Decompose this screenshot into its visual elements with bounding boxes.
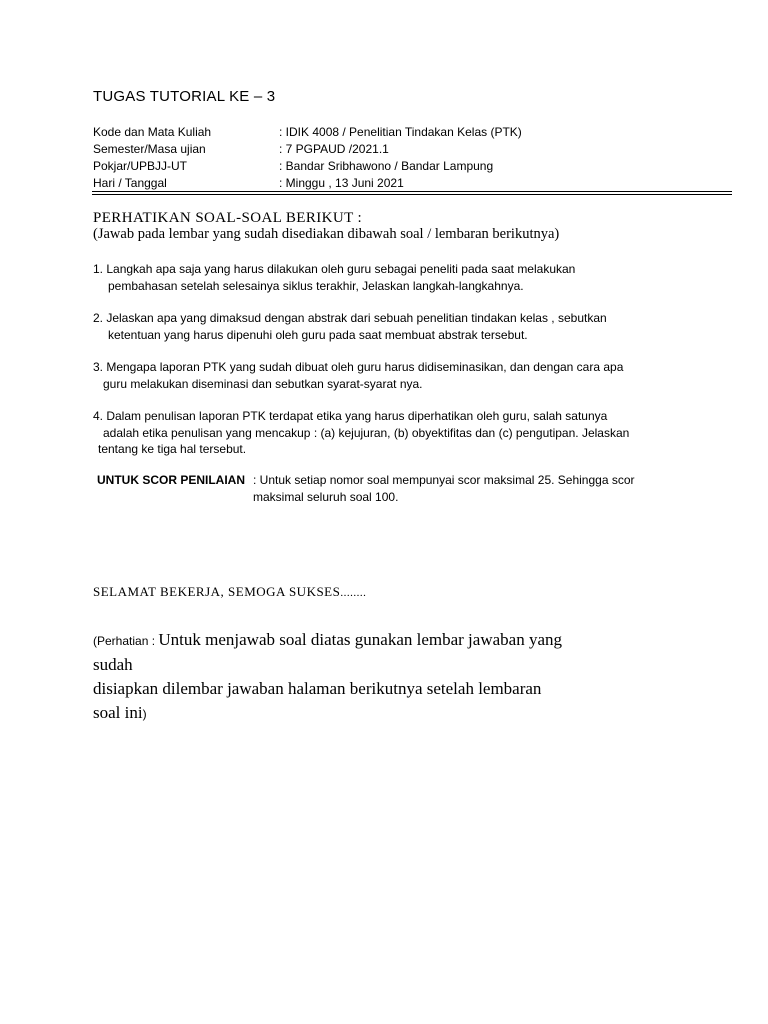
closing-message: [93, 584, 366, 600]
info-value: : IDIK 4008 / Penelitian Tindakan Kelas (PTK): [279, 125, 522, 139]
info-label: Hari / Tanggal: [93, 176, 167, 190]
note-open-paren: (: [93, 634, 97, 648]
note-line: [93, 701, 693, 726]
note-label: Perhatian :: [97, 634, 159, 648]
question-2: [93, 310, 693, 343]
info-row-semester: [93, 141, 733, 158]
question-4: [93, 408, 693, 458]
info-row-pokjar: [93, 158, 733, 175]
question-text: pembahasan setelah selesainya siklus terakhir, Jelaskan langkah-langkahnya.: [108, 278, 524, 293]
info-label: Semester/Masa ujian: [93, 142, 206, 156]
note-text: disiapkan dilembar jawaban halaman berikutnya setelah lembaran: [93, 679, 542, 698]
note-text: soal ini: [93, 703, 143, 722]
section-heading: PERHATIKAN SOAL-SOAL BERIKUT :: [93, 210, 363, 226]
note-line: [93, 628, 693, 653]
attention-note: [93, 628, 693, 726]
question-text: ketentuan yang harus dipenuhi oleh guru pada saat membuat abstrak tersebut.: [108, 327, 528, 342]
divider-top: [92, 191, 732, 192]
question-text: 3. Mengapa laporan PTK yang sudah dibuat oleh guru harus didiseminasikan, dan dengan cara apa: [93, 360, 624, 374]
closing-text: SELAMAT BEKERJA, SEMOGA SUKSES: [93, 584, 341, 599]
divider-bottom: [92, 194, 732, 195]
score-label: UNTUK SCOR PENILAIAN: [97, 473, 246, 487]
note-close-paren: ): [142, 707, 147, 721]
course-info-table: [93, 124, 733, 192]
question-text: tentang ke tiga hal tersebut.: [98, 442, 247, 456]
info-value: : Minggu , 13 Juni 2021: [279, 176, 404, 190]
section-subheading: (Jawab pada lembar yang sudah disediakan dibawah soal / lembaran berikutnya): [93, 226, 560, 242]
info-label: Kode dan Mata Kuliah: [93, 125, 212, 139]
info-value: : 7 PGPAUD /2021.1: [279, 142, 389, 156]
question-text: 4. Dalam penulisan laporan PTK terdapat etika yang harus diperhatikan oleh guru, salah satunya: [93, 409, 608, 423]
question-3: [93, 359, 693, 392]
score-text: : Untuk setiap nomor soal mempunyai scor maksimal 25. Sehingga scor: [253, 473, 635, 487]
score-text: maksimal seluruh soal 100.: [253, 490, 399, 504]
question-text: 1. Langkah apa saja yang harus dilakukan oleh guru sebagai peneliti pada saat melakukan: [93, 262, 576, 276]
question-text: 2. Jelaskan apa yang dimaksud dengan abstrak dari sebuah penelitian tindakan kelas , sebutkan: [93, 311, 607, 325]
info-label: Pokjar/UPBJJ-UT: [93, 159, 188, 173]
info-value: : Bandar Sribhawono / Bandar Lampung: [279, 159, 494, 173]
note-text: sudah: [93, 655, 133, 674]
question-1: [93, 261, 693, 294]
closing-dots: ........: [340, 587, 367, 599]
info-row-date: [93, 175, 733, 192]
score-info: [97, 472, 635, 506]
question-text: adalah etika penulisan yang mencakup : (a) kejujuran, (b) obyektifitas dan (c) pengutipan. Jelaskan: [103, 425, 630, 440]
score-row: [97, 472, 635, 489]
note-text: Untuk menjawab soal diatas gunakan lembar jawaban yang: [158, 630, 562, 649]
info-row-course: [93, 124, 733, 141]
document-title: TUGAS TUTORIAL KE – 3: [93, 88, 276, 105]
question-text: guru melakukan diseminasi dan sebutkan syarat-syarat nya.: [103, 376, 423, 391]
